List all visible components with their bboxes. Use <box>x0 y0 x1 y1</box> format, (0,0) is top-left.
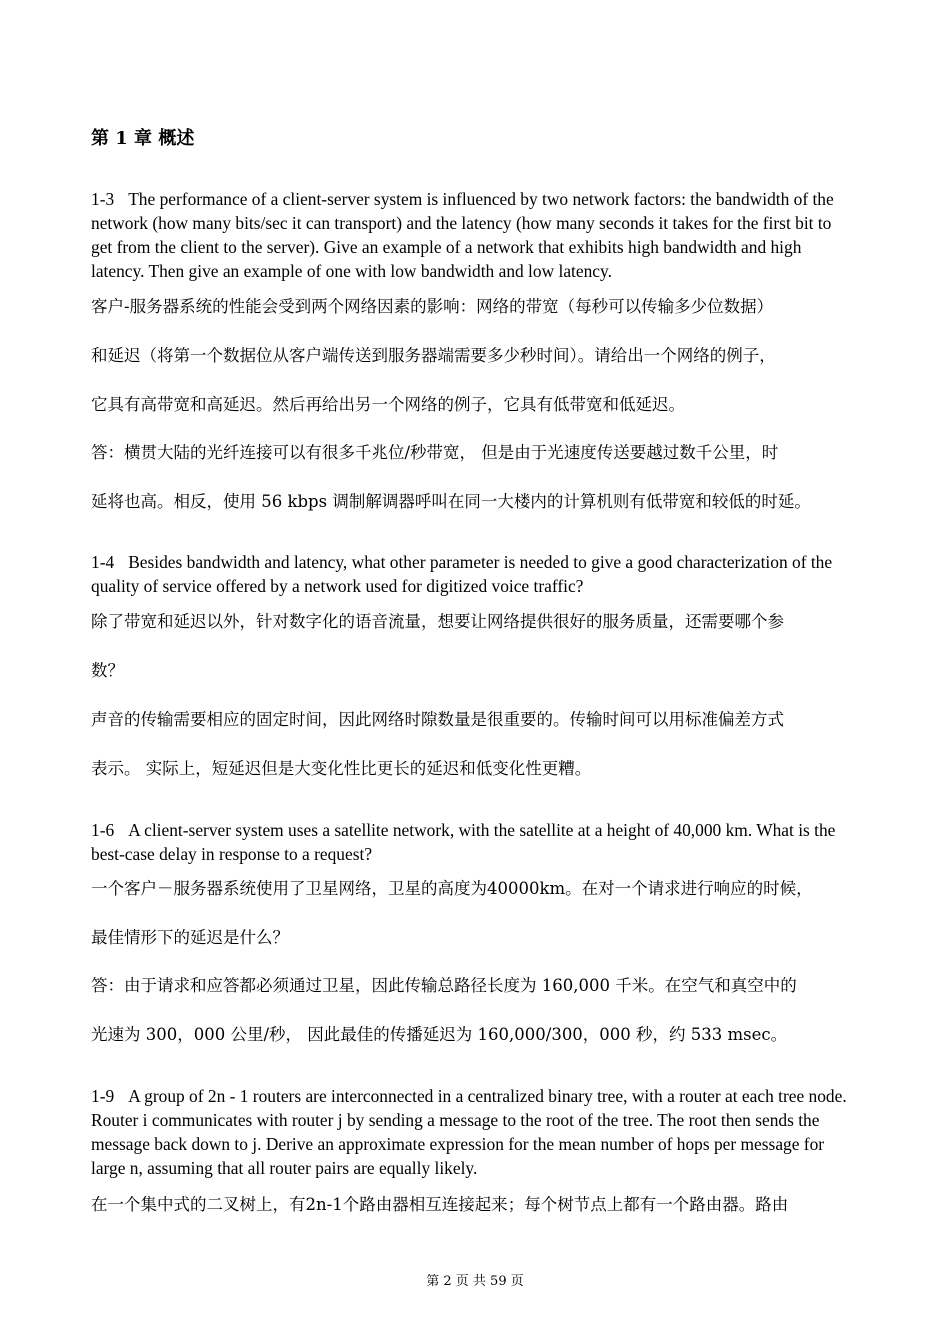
question-english-text: A client-server system uses a satellite network, with the satellite at a height of 40,000 km. What is the best-case delay in response to a request? <box>91 820 836 864</box>
chinese-line: 数？ <box>91 661 124 680</box>
question-english-text: A group of 2n - 1 routers are interconnected in a centralized binary tree, with a router at each tree node. Router i communicates with router j by sending a message to the root of the tree. The root then sends the message back down to j. Derive an approximate expression for the mean number of hops per message for large n, assuming that all router pairs are equally likely. <box>91 1086 847 1178</box>
chinese-line: 最佳情形下的延迟是什么？ <box>91 928 289 947</box>
question-english-text: Besides bandwidth and latency, what other parameter is needed to give a good characterization of the quality of service offered by a network used for digitized voice traffic? <box>91 552 833 596</box>
question-english-text: The performance of a client-server system is influenced by two network factors: the bandwidth of the network (how many bits/sec it can transport) and the latency (how many seconds it takes for the first bit to get from the client to the server). Give an example of a network that exhibits high bandwidth and high latency. Then give an example of one with low bandwidth and low latency. <box>91 189 834 281</box>
page-footer: 第 2 页 共 59 页 <box>426 1274 524 1289</box>
answer-line: 延将也高。相反，使用 56 kbps 调制解调器呼叫在同一大楼内的计算机则有低带宽和较低的时延。 <box>91 492 811 511</box>
question-number: 1-4 <box>91 552 115 572</box>
chinese-line: 客户-服务器系统的性能会受到两个网络因素的影响：网络的带宽（每秒可以传输多少位数据） <box>91 297 774 316</box>
answer-line: 光速为 300，000 公里/秒， 因此最佳的传播延迟为 160,000/300，000 秒，约 533 msec。 <box>91 1025 788 1044</box>
chapter-title: 第 1 章 概述 <box>91 128 195 149</box>
question-number: 1-3 <box>91 189 115 209</box>
chinese-line: 一个客户－服务器系统使用了卫星网络，卫星的高度为40000km。在对一个请求进行响应的时候， <box>91 879 813 898</box>
question-number: 1-6 <box>91 820 115 840</box>
answer-line: 答：横贯大陆的光纤连接可以有很多千兆位/秒带宽， 但是由于光速度传送要越过数千公里，时 <box>91 443 779 462</box>
question-english <box>91 818 851 866</box>
chinese-line: 和延迟（将第一个数据位从客户端传送到服务器端需要多少秒时间）。请给出一个网络的例子， <box>91 346 776 365</box>
answer-line: 答：由于请求和应答都必须通过卫星，因此传输总路径长度为 160,000 千米。在空气和真空中的 <box>91 976 797 995</box>
question-english <box>91 187 851 283</box>
answer-line: 声音的传输需要相应的固定时间，因此网络时隙数量是很重要的。传输时间可以用标准偏差方式 <box>91 710 784 729</box>
question-english <box>91 1084 851 1180</box>
question-number: 1-9 <box>91 1086 115 1106</box>
chinese-line: 它具有高带宽和高延迟。然后再给出另一个网络的例子，它具有低带宽和低延迟。 <box>91 395 685 414</box>
chinese-line: 在一个集中式的二叉树上，有2n-1个路由器相互连接起来；每个树节点上都有一个路由器。路由 <box>91 1195 789 1214</box>
answer-line: 表示。 实际上，短延迟但是大变化性比更长的延迟和低变化性更糟。 <box>91 759 592 778</box>
question-english <box>91 550 851 598</box>
chinese-line: 除了带宽和延迟以外，针对数字化的语音流量，想要让网络提供很好的服务质量，还需要哪个参 <box>91 612 784 631</box>
